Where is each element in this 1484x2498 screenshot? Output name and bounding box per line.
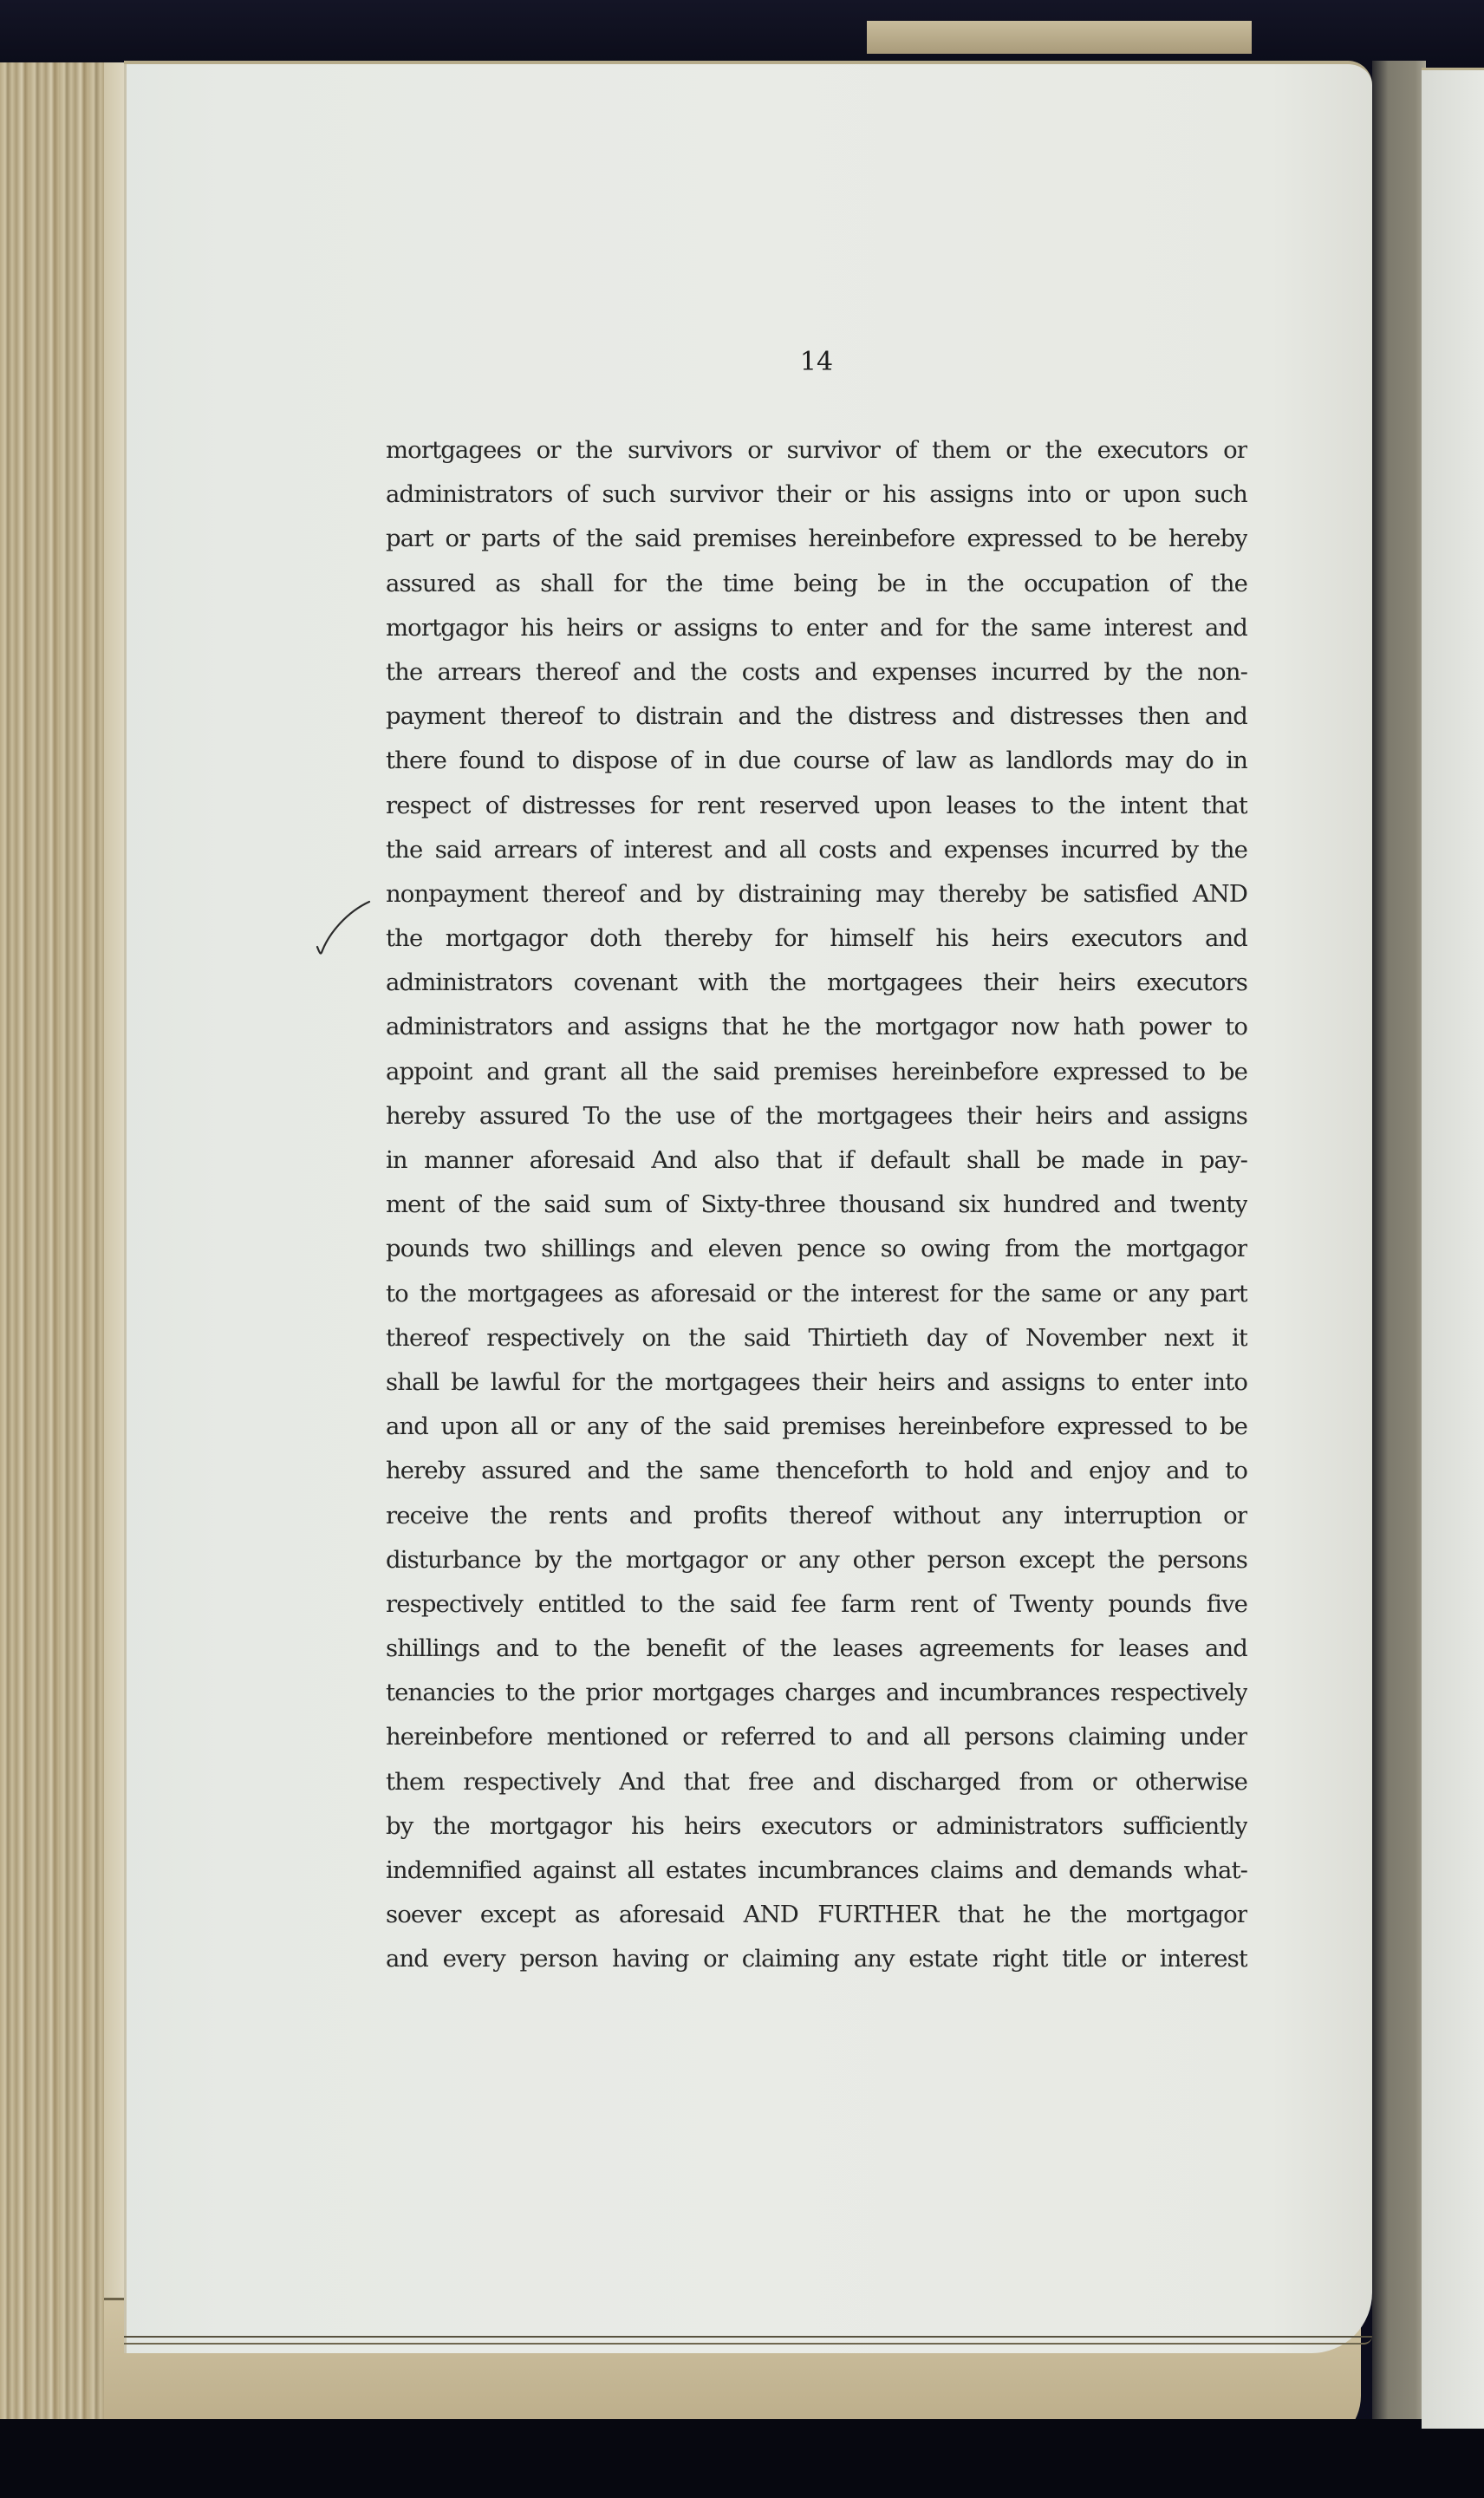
text-line-content: shillings and to the benefit of the leases agreements for leases and bbox=[386, 1634, 1247, 1663]
text-line-content: shall be lawful for the mortgagees their heirs and assigns to enter into bbox=[386, 1367, 1247, 1396]
text-line-content: ment of the said sum of Sixty-three thousand six hundred and twenty bbox=[386, 1190, 1247, 1219]
text-line-content: assured as shall for the time being be in the occupation of the bbox=[386, 569, 1247, 597]
text-line bbox=[386, 695, 1247, 739]
text-line-content: in manner aforesaid And also that if default shall be made in pay- bbox=[386, 1146, 1247, 1174]
text-line bbox=[386, 428, 1247, 473]
text-line-content: receive the rents and profits thereof without any interruption or bbox=[386, 1501, 1247, 1529]
text-line-content: indemnified against all estates incumbrances claims and demands what- bbox=[386, 1856, 1247, 1884]
text-line-content: administrators and assigns that he the mortgagor now hath power to bbox=[386, 1013, 1247, 1041]
handwritten-checkmark-icon bbox=[312, 893, 381, 962]
text-line bbox=[386, 1405, 1247, 1449]
text-line bbox=[386, 1538, 1247, 1582]
book-binding-bottom bbox=[0, 2419, 1484, 2498]
body-text bbox=[386, 428, 1247, 1982]
book-binding-top bbox=[0, 0, 1484, 69]
text-line bbox=[386, 1849, 1247, 1893]
text-line-content: the arrears thereof and the costs and expenses incurred by the non- bbox=[386, 657, 1247, 686]
text-line-content: the said arrears of interest and all costs and expenses incurred by the bbox=[386, 835, 1247, 864]
text-line-content: disturbance by the mortgagor or any other person except the persons bbox=[386, 1545, 1247, 1574]
text-line bbox=[386, 739, 1247, 783]
text-line bbox=[386, 1360, 1247, 1405]
text-line bbox=[386, 916, 1247, 961]
text-line bbox=[386, 1183, 1247, 1227]
text-line-content: by the mortgagor his heirs executors or administrators sufficiently bbox=[386, 1811, 1247, 1840]
text-line-content: soever except as aforesaid AND FURTHER that he the mortgagor bbox=[386, 1901, 1247, 1929]
text-line-content: appoint and grant all the said premises hereinbefore expressed to be bbox=[386, 1057, 1247, 1086]
text-line-content: them respectively And that free and discharged from or otherwise bbox=[386, 1767, 1247, 1796]
gutter-shadow bbox=[1372, 61, 1426, 2419]
text-line-content: pounds two shillings and eleven pence so owing from the mortgagor bbox=[386, 1235, 1247, 1263]
text-line-content: thereof respectively on the said Thirtieth day of November next it bbox=[386, 1323, 1247, 1352]
text-line-content: nonpayment thereof and by distraining may thereby be satisfied AND bbox=[386, 879, 1247, 908]
adjacent-page-right bbox=[1422, 68, 1484, 2429]
text-line bbox=[386, 517, 1247, 561]
text-line bbox=[386, 1760, 1247, 1804]
text-line-content: and upon all or any of the said premises hereinbefore expressed to be bbox=[386, 1412, 1247, 1441]
text-line-content: there found to dispose of in due course of law as landlords may do in bbox=[386, 747, 1247, 775]
text-line-content: mortgagor his heirs or assigns to enter and for the same interest and bbox=[386, 613, 1247, 642]
text-line bbox=[386, 1494, 1247, 1538]
text-line-content: tenancies to the prior mortgages charges and incumbrances respectively bbox=[386, 1679, 1247, 1707]
text-line-content: hereinbefore mentioned or referred to and all persons claiming under bbox=[386, 1723, 1247, 1751]
page-flap-top bbox=[867, 21, 1252, 54]
text-line bbox=[386, 1272, 1247, 1316]
page-bottom-edge bbox=[124, 2336, 1372, 2345]
page-number: 14 bbox=[799, 347, 834, 377]
text-line bbox=[386, 1316, 1247, 1360]
text-line bbox=[386, 1005, 1247, 1049]
text-line-content: hereby assured and the same thenceforth to hold and enjoy and to bbox=[386, 1457, 1247, 1485]
text-line bbox=[386, 784, 1247, 828]
text-line bbox=[386, 1893, 1247, 1937]
text-line bbox=[386, 1449, 1247, 1493]
text-line bbox=[386, 1582, 1247, 1627]
text-line bbox=[386, 650, 1247, 695]
text-line bbox=[386, 872, 1247, 916]
text-line-content: and every person having or claiming any estate right title or interest bbox=[386, 1945, 1247, 1973]
text-line bbox=[386, 1138, 1247, 1183]
text-line bbox=[386, 473, 1247, 517]
text-line-content: respect of distresses for rent reserved upon leases to the intent that bbox=[386, 791, 1247, 819]
text-line-content: to the mortgagees as aforesaid or the interest for the same or any part bbox=[386, 1279, 1247, 1308]
text-line-content: administrators of such survivor their or his assigns into or upon such bbox=[386, 480, 1247, 509]
text-line bbox=[386, 1227, 1247, 1271]
text-line-content: respectively entitled to the said fee farm rent of Twenty pounds five bbox=[386, 1589, 1247, 1618]
text-line-content: mortgagees or the survivors or survivor of them or the executors or bbox=[386, 436, 1247, 464]
text-line bbox=[386, 1937, 1247, 1981]
text-line-content: part or parts of the said premises hereinbefore expressed to be hereby bbox=[386, 525, 1247, 553]
text-line-content: payment thereof to distrain and the distress and distresses then and bbox=[386, 702, 1247, 731]
text-line bbox=[386, 1094, 1247, 1138]
text-line bbox=[386, 828, 1247, 872]
text-line-content: the mortgagor doth thereby for himself his heirs executors and bbox=[386, 924, 1247, 953]
text-line bbox=[386, 1804, 1247, 1849]
text-line-content: administrators covenant with the mortgagees their heirs executors bbox=[386, 969, 1247, 997]
text-line bbox=[386, 606, 1247, 650]
text-line bbox=[386, 1627, 1247, 1671]
text-line bbox=[386, 562, 1247, 606]
text-line bbox=[386, 1671, 1247, 1715]
text-line bbox=[386, 961, 1247, 1005]
stacked-page-edges-left bbox=[0, 62, 128, 2443]
text-line bbox=[386, 1715, 1247, 1759]
text-line bbox=[386, 1050, 1247, 1094]
text-line-content: hereby assured To the use of the mortgagees their heirs and assigns bbox=[386, 1101, 1247, 1130]
